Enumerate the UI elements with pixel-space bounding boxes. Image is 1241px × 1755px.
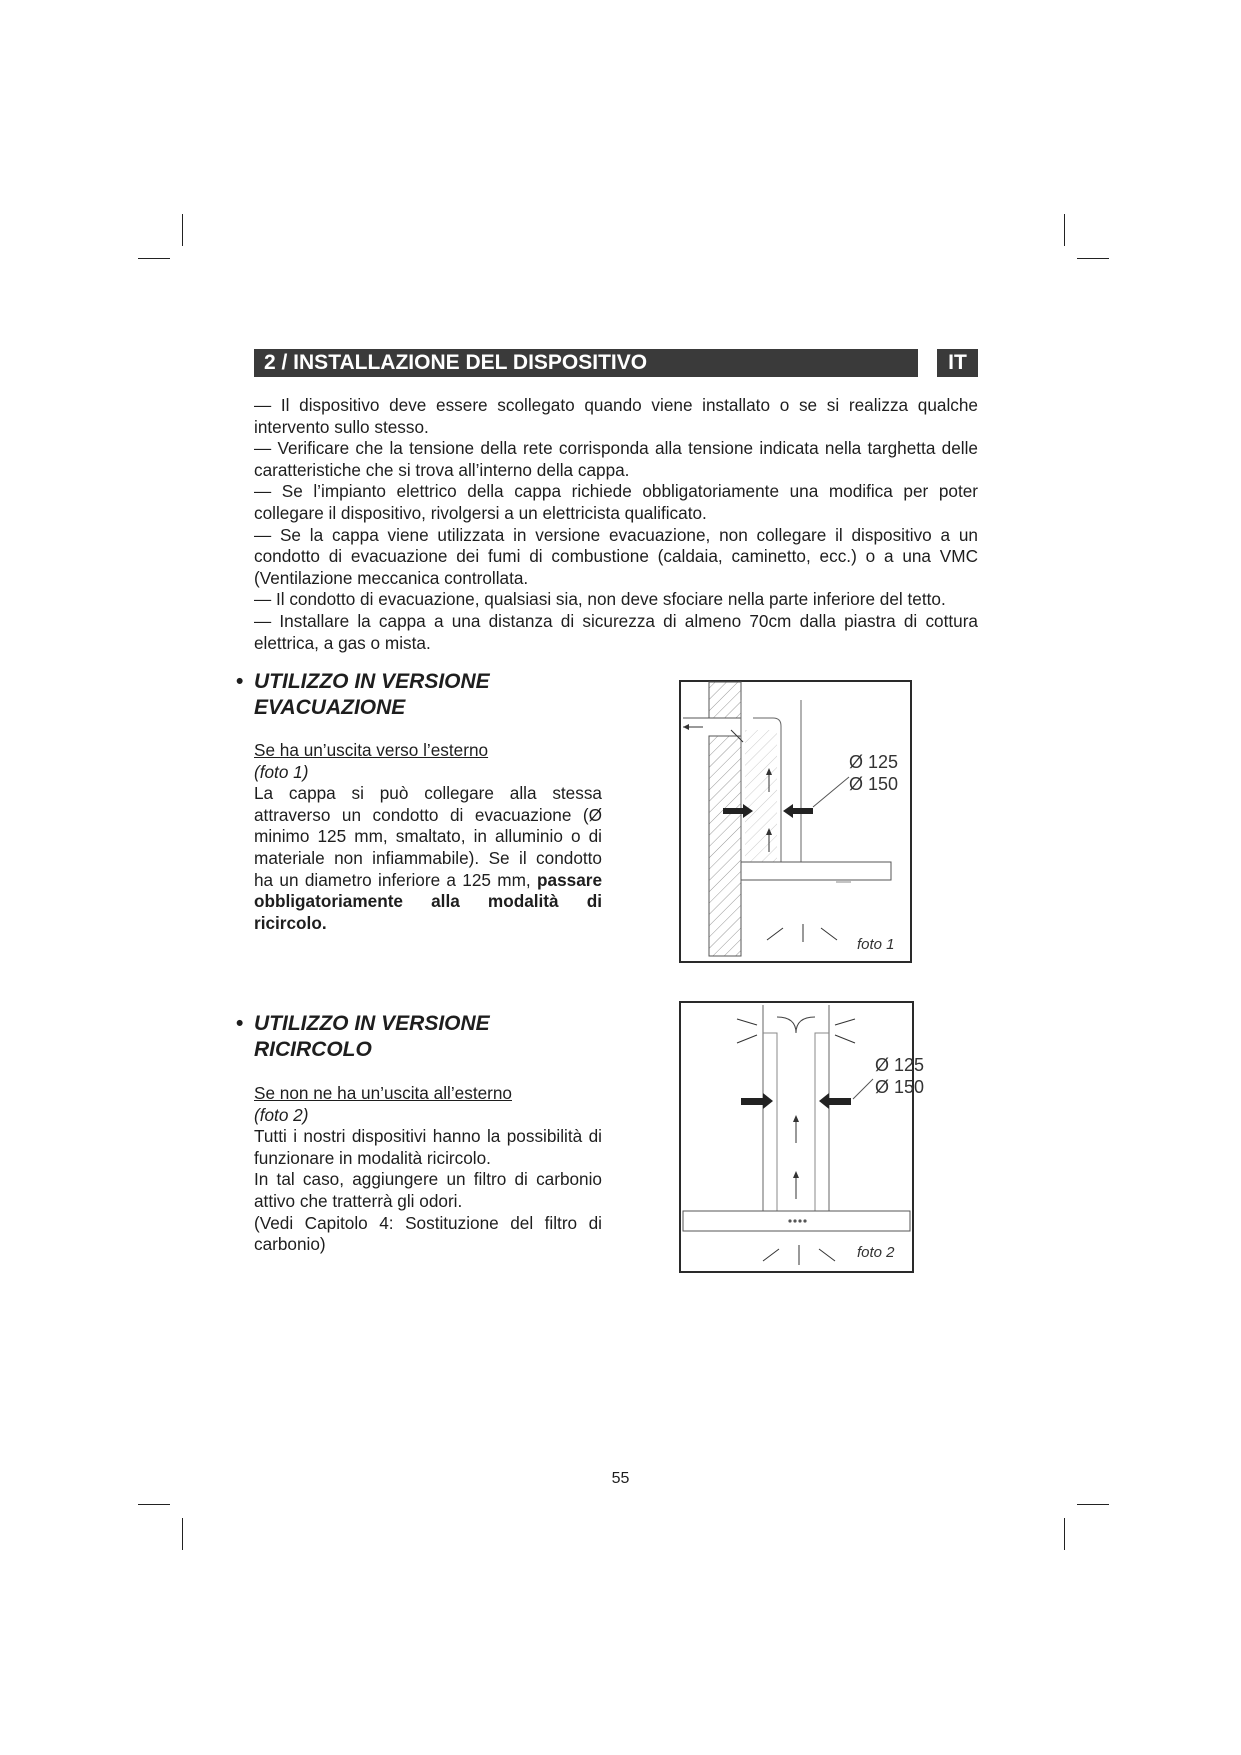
diameter-arrow-right-icon	[791, 808, 813, 814]
section-evacuation-subtitle: Se ha un’uscita verso l’esterno	[254, 740, 489, 760]
section-recirculation-paragraph: Tutti i nostri dispositivi hanno la possibilità di funzionare in modalità ricircolo.	[254, 1126, 602, 1168]
crop-mark-top-right-h	[1077, 258, 1109, 259]
diameter-arrow-left-icon	[723, 808, 745, 814]
arrow-head-icon	[793, 1115, 799, 1122]
diameter-150-label: Ø 150	[849, 774, 899, 794]
paragraph-bold-text: passare obbligatoriamente alla modalità di ricircolo.	[254, 869, 602, 933]
recirculation-diagram-svg	[681, 1003, 925, 1271]
intake-arrow-icon	[819, 1249, 835, 1261]
figure-caption: foto 1	[857, 936, 895, 953]
section-evacuation-title-line2: EVACUAZIONE	[254, 696, 406, 719]
diameter-arrow-right-icon	[829, 1098, 851, 1105]
intake-arrow-icon	[767, 928, 783, 940]
crop-mark-bottom-right-v	[1064, 1518, 1065, 1550]
section-evacuation-title-line1: UTILIZZO IN VERSIONE	[254, 670, 490, 693]
figure-caption: foto 2	[857, 1244, 895, 1261]
wall-upper	[709, 682, 741, 718]
crop-mark-top-left-h	[138, 258, 170, 259]
section-evacuation-paragraph	[254, 783, 602, 934]
control-dot	[793, 1219, 796, 1222]
control-dot	[788, 1219, 791, 1222]
evacuation-diagram-svg	[681, 682, 910, 961]
crop-mark-top-right-v	[1064, 214, 1065, 246]
diameter-leader-line	[853, 1079, 873, 1099]
photo-reference: (foto 1)	[254, 761, 309, 782]
arrow-head-icon	[793, 1171, 799, 1178]
section-evacuation-body	[254, 740, 602, 934]
section-recirculation-paragraph: (Vedi Capitolo 4: Sostituzione del filtro di carbonio)	[254, 1212, 602, 1255]
section-recirculation-title	[236, 1011, 490, 1063]
diameter-arrow-left-icon	[741, 1098, 763, 1105]
paragraph-normal-text: La cappa si può collegare alla stessa attraverso un condotto di evacuazione (Ø minimo 125 mm, smaltato, in alluminio o di materiale non infiammabile). Se il condotto ha un diametro inferiore a 125 mm,	[254, 783, 602, 890]
intake-arrow-icon	[763, 1249, 779, 1261]
figure-evacuation-diagram	[679, 680, 912, 963]
outflow-arrow-icon	[835, 1019, 855, 1025]
crop-mark-bottom-left-v	[182, 1518, 183, 1550]
arrow-head-icon	[763, 1093, 773, 1109]
bullet: •	[236, 670, 244, 693]
deflector	[777, 1017, 815, 1033]
section-recirculation-paragraph: In tal caso, aggiungere un filtro di carbonio attivo che tratterrà gli odori.	[254, 1169, 602, 1211]
diameter-125-label: Ø 125	[849, 752, 899, 772]
duct-hatch	[745, 730, 777, 862]
intro-paragraph: — Se l’impianto elettrico della cappa richiede obbligatoriamente una modifica per poter collegare il dispositivo, rivolgersi a un elettricista qualificato.	[254, 481, 978, 523]
intro-paragraph: — Il condotto di evacuazione, qualsiasi sia, non deve sfociare nella parte inferiore del tetto.	[254, 589, 946, 610]
intro-paragraph: — Il dispositivo deve essere scollegato quando viene installato o se si realizza qualche intervento sullo stesso.	[254, 395, 978, 437]
arrow-head-icon	[783, 804, 793, 818]
intro-paragraph: — Installare la cappa a una distanza di sicurezza di almeno 70cm dalla piastra di cottura elettrica, a gas o mista.	[254, 610, 978, 653]
section-evacuation-title	[236, 669, 490, 721]
section-recirculation-title-line1: UTILIZZO IN VERSIONE	[254, 1012, 490, 1035]
figure-recirculation-diagram	[679, 1001, 925, 1273]
outflow-arrow-icon	[737, 1019, 757, 1025]
wall-lower	[709, 736, 741, 956]
diameter-125-label: Ø 125	[875, 1055, 925, 1075]
crop-mark-top-left-v	[182, 214, 183, 246]
section-recirculation-subtitle: Se non ne ha un’uscita all’esterno	[254, 1083, 512, 1103]
diameter-leader-line	[813, 777, 849, 807]
intake-arrow-icon	[821, 928, 837, 940]
intro-paragraph: — Se la cappa viene utilizzata in versione evacuazione, non collegare il dispositivo a un condotto di evacuazione dei fumi di combustione (caldaia, caminetto, ecc.) o a una VMC (Ventilazione meccanica controllata.	[254, 524, 978, 588]
hood-body	[741, 862, 891, 880]
crop-mark-bottom-right-h	[1077, 1504, 1109, 1505]
intro-text-block	[254, 395, 978, 654]
photo-reference: (foto 2)	[254, 1104, 309, 1125]
intro-paragraph: — Verificare che la tensione della rete corrisponda alla tensione indicata nella targhetta delle caratteristiche che si trova all’interno della cappa.	[254, 438, 978, 480]
section-header-bar	[254, 349, 918, 377]
control-dot	[803, 1219, 806, 1222]
section-recirculation-title-line2: RICIRCOLO	[254, 1038, 372, 1061]
exit-arrow-head-icon	[683, 724, 689, 730]
language-badge: IT	[937, 349, 978, 377]
outflow-arrow-icon	[737, 1035, 757, 1043]
arrow-head-icon	[819, 1093, 829, 1109]
control-dot	[798, 1219, 801, 1222]
page-number: 55	[611, 1470, 630, 1487]
bullet: •	[236, 1012, 244, 1035]
section-recirculation-body	[254, 1083, 602, 1256]
diameter-150-label: Ø 150	[875, 1077, 925, 1097]
outflow-arrow-icon	[835, 1035, 855, 1043]
section-header-title: 2 / INSTALLAZIONE DEL DISPOSITIVO	[264, 351, 648, 374]
crop-mark-bottom-left-h	[138, 1504, 170, 1505]
